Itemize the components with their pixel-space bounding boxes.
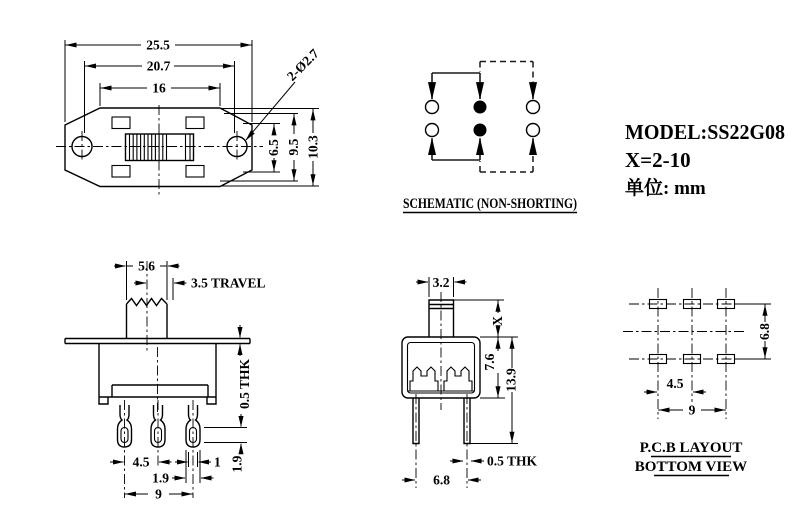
unit-note: 单位: mm [625,178,706,199]
terminal-common [474,124,487,137]
pcb-dim-pad-span: 9 [688,402,696,418]
pcb-dim-row-span: 6.8 [757,323,772,340]
top-view-dim-slot-length: 16 [152,80,166,96]
side-view-dim-pin-thickness: 0.5 THK [487,453,538,469]
side-view-dim-pin-span: 6.8 [433,472,450,488]
pcb-caption-line1: P.C.B LAYOUT [639,440,743,456]
front-view-dim-terminal-tab-width: 1.9 [152,470,169,486]
front-view-dim-knob-width: 5.6 [138,258,155,274]
side-view-dim-total-height: 13.9 [503,368,519,392]
top-view-dim-overall-width: 25.5 [146,37,170,53]
pcb-dim-pad-pitch: 4.5 [666,376,684,391]
front-view-dim-flange-thickness: 0.5 THK [237,358,252,410]
front-view-dim-terminal-width: 1 [214,454,221,470]
top-view-dim-window-height: 6.5 [266,139,281,156]
front-view-dim-terminal-span: 9 [155,486,162,502]
model-number: MODEL:SS22G08 [625,120,785,144]
top-view-dim-hole-callout: 2-Ø2.7 [283,45,322,84]
front-view-dim-terminal-hole-height: 1.9 [229,455,245,473]
pcb-caption-line2: BOTTOM VIEW [634,459,748,475]
top-view-dim-hole-pitch: 20.7 [146,58,171,74]
side-view-dim-body-height: 7.6 [482,353,497,371]
front-view-dim-terminal-pitch: 4.5 [132,454,150,470]
x-range: X=2-10 [625,148,691,172]
top-view-dim-bracket-height: 9.5 [286,138,301,156]
front-view-dim-travel: 3.5 TRAVEL [191,275,266,291]
top-view-dim-overall-height: 10.3 [305,135,321,159]
schematic-caption: SCHEMATIC (NON-SHORTING) [403,196,577,212]
terminal-common [474,101,487,114]
side-view-dim-knob-width: 3.2 [432,275,450,290]
side-view-dim-knob-height: X [490,316,505,326]
